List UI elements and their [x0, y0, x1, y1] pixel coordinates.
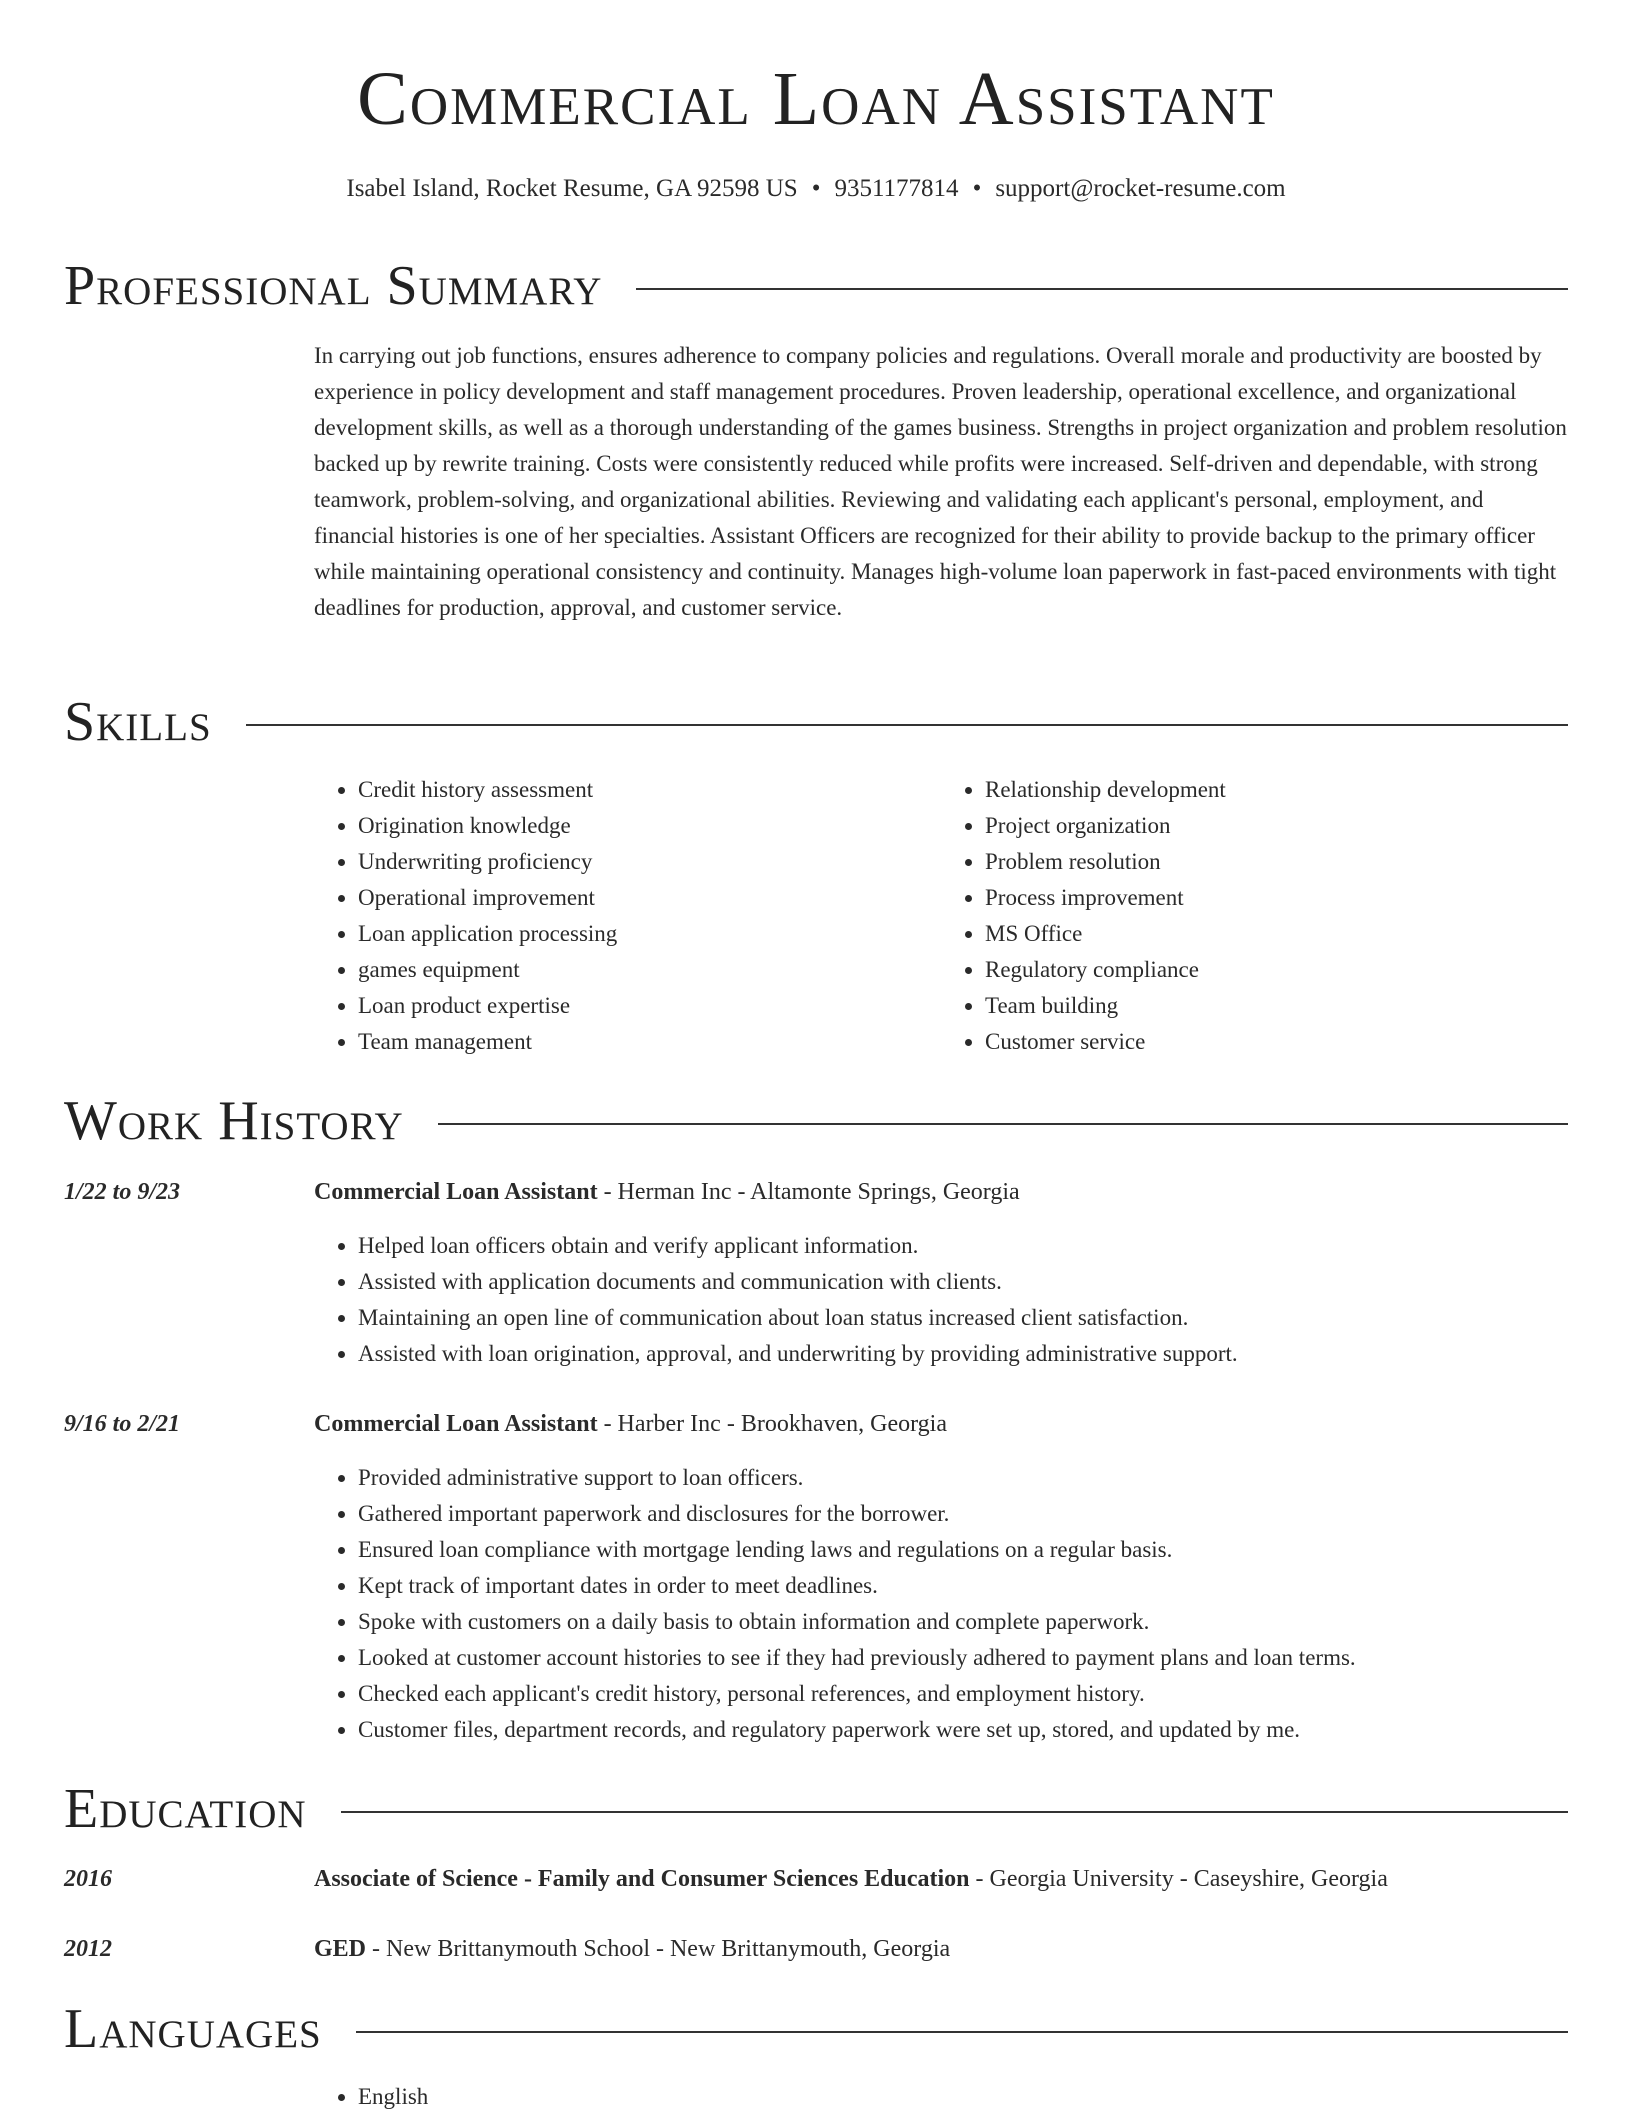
contact-address: Isabel Island, Rocket Resume, GA 92598 US: [346, 175, 798, 202]
skill-item: • games equipment: [358, 952, 941, 988]
skill-item: • Loan product expertise: [358, 988, 941, 1024]
education-school: - Georgia University - Caseyshire, Georgia: [969, 1866, 1388, 1892]
section-divider: [636, 288, 1568, 290]
skill-item: • Origination knowledge: [358, 808, 941, 844]
job-employer: - Herman Inc - Altamonte Springs, Georgia: [597, 1179, 1020, 1205]
skill-item: • Team building: [985, 988, 1568, 1024]
job-bullet: • Helped loan officers obtain and verify applicant information.: [358, 1228, 1238, 1264]
summary-heading: Professional Summary: [64, 255, 603, 317]
section-divider: [438, 1123, 1568, 1125]
education-line: [314, 1861, 1388, 1897]
skills-section-header: [64, 691, 1568, 753]
education-year: 2012: [64, 1936, 112, 1962]
summary-block: [314, 338, 1568, 626]
job-bullets: [314, 1228, 1238, 1372]
job-bullet: • Checked each applicant's credit history, personal references, and employment history.: [358, 1676, 1356, 1712]
job-bullet: • Spoke with customers on a daily basis to obtain information and complete paperwork.: [358, 1604, 1356, 1640]
skill-item: • Process improvement: [985, 880, 1568, 916]
languages-block: [314, 2079, 1568, 2115]
contact-phone: 9351177814: [834, 175, 959, 202]
skill-item: • Customer service: [985, 1024, 1568, 1060]
skills-block: [314, 772, 1568, 1060]
skills-heading: Skills: [64, 691, 212, 753]
languages-section-header: [64, 1998, 1568, 2060]
job-employer: - Harber Inc - Brookhaven, Georgia: [597, 1411, 947, 1437]
job-bullet: • Ensured loan compliance with mortgage lending laws and regulations on a regular basis.: [358, 1532, 1356, 1568]
job-bullet: • Provided administrative support to loan officers.: [358, 1460, 1356, 1496]
job-bullet: • Maintaining an open line of communication about loan status increased client satisfaction.: [358, 1300, 1238, 1336]
contact-line: [0, 175, 1632, 203]
education-line: [314, 1931, 950, 1967]
skill-item: • Operational improvement: [358, 880, 941, 916]
separator-dot: •: [811, 175, 821, 202]
job-bullet: • Looked at customer account histories to see if they had previously adhered to payment plans and loan terms.: [358, 1640, 1356, 1676]
section-divider: [246, 724, 1568, 726]
summary-text: In carrying out job functions, ensures adherence to company policies and regulations. Overall morale and productivity are boosted by experience in policy development and staff management procedures. Proven leadership, operational excellence, and organizational development skills, as well as a thorough understanding of the games business. Strengths in project organization and problem resolution backed up by rewrite training. Costs were consistently reduced while profits were increased. Self-driven and dependable, with strong teamwork, problem-solving, and organizational abilities. Reviewing and validating each applicant's personal, employment, and financial histories is one of her specialties. Assistant Officers are recognized for their ability to provide backup to the primary officer while maintaining operational consistency and continuity. Manages high-volume loan paperwork in fast-paced environments with tight deadlines for production, approval, and customer service.: [314, 343, 1567, 620]
skill-item: • MS Office: [985, 916, 1568, 952]
job-title: Commercial Loan Assistant: [314, 1179, 598, 1205]
job-title: Commercial Loan Assistant: [314, 1411, 598, 1437]
job-title-line: [314, 1174, 1020, 1210]
job-title-line: [314, 1406, 947, 1442]
languages-list: [314, 2079, 1568, 2115]
skills-list-left: [314, 772, 941, 1060]
section-divider: [341, 1811, 1568, 1813]
job-bullets: [314, 1460, 1356, 1748]
resume-name-title: Commercial Loan Assistant: [357, 57, 1275, 141]
skill-item: • Regulatory compliance: [985, 952, 1568, 988]
education-school: - New Brittanymouth School - New Brittanymouth, Georgia: [366, 1936, 951, 1962]
job-bullet: • Gathered important paperwork and disclosures for the borrower.: [358, 1496, 1356, 1532]
skill-item: • Problem resolution: [985, 844, 1568, 880]
skills-list-right: [941, 772, 1568, 1060]
job-bullet: • Customer files, department records, and regulatory paperwork were set up, stored, and updated by me.: [358, 1712, 1356, 1748]
skill-item: • Credit history assessment: [358, 772, 941, 808]
skill-item: • Underwriting proficiency: [358, 844, 941, 880]
contact-email: support@rocket-resume.com: [995, 175, 1286, 202]
work-section-header: [64, 1090, 1568, 1152]
separator-dot: •: [972, 175, 982, 202]
education-heading: Education: [64, 1778, 307, 1840]
education-year: 2016: [64, 1866, 112, 1892]
language-item: • English: [358, 2079, 1568, 2115]
job-bullet: • Kept track of important dates in order to meet deadlines.: [358, 1568, 1356, 1604]
summary-section-header: [64, 255, 1568, 317]
skill-item: • Project organization: [985, 808, 1568, 844]
education-degree: Associate of Science - Family and Consumer Sciences Education: [314, 1866, 970, 1892]
languages-heading: Languages: [64, 1998, 322, 2060]
job-dates: 9/16 to 2/21: [64, 1411, 181, 1437]
education-degree: GED: [314, 1936, 367, 1962]
skill-item: • Team management: [358, 1024, 941, 1060]
education-section-header: [64, 1778, 1568, 1840]
skill-item: • Relationship development: [985, 772, 1568, 808]
job-bullet: • Assisted with application documents and communication with clients.: [358, 1264, 1238, 1300]
skill-item: • Loan application processing: [358, 916, 941, 952]
job-dates: 1/22 to 9/23: [64, 1179, 181, 1205]
section-divider: [356, 2031, 1568, 2033]
job-bullet: • Assisted with loan origination, approval, and underwriting by providing administrative support.: [358, 1336, 1238, 1372]
work-heading: Work History: [64, 1090, 404, 1152]
